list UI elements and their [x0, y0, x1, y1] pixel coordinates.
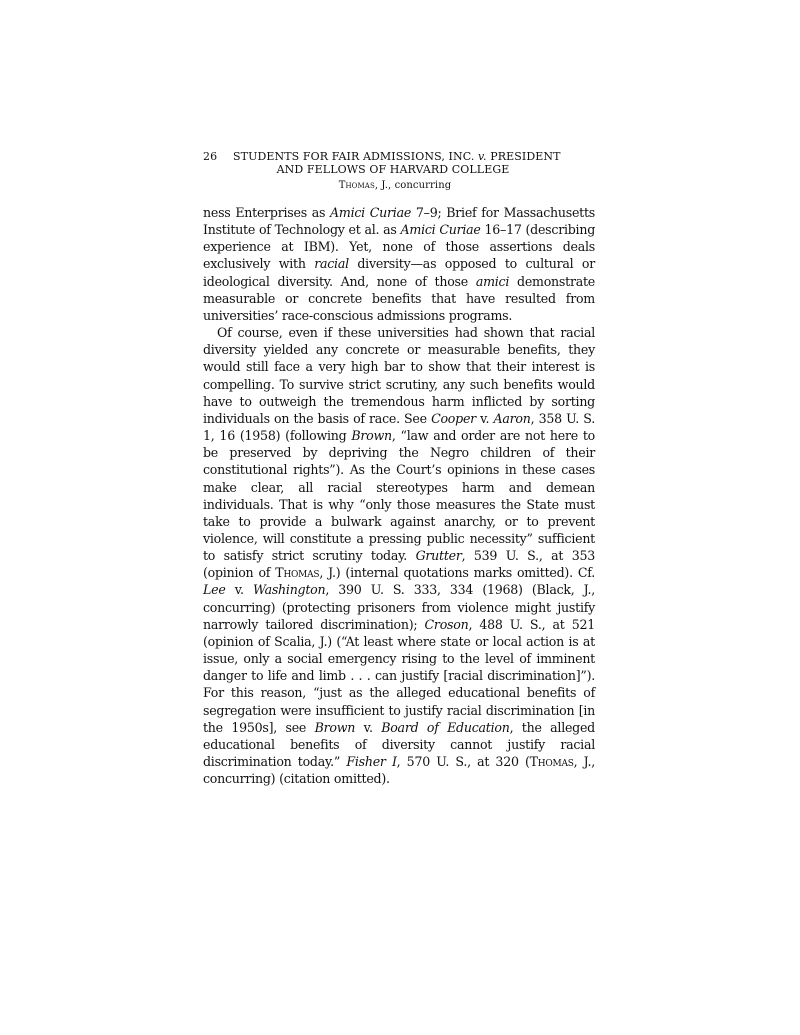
italic-run: Cooper — [431, 410, 476, 426]
header-line-1 — [203, 150, 595, 163]
text-run: v. — [225, 582, 253, 598]
case-title-versus: v. — [478, 150, 487, 163]
text-run: , J.) (internal quotations marks omitted). Cf. — [319, 565, 595, 581]
concurring-label — [199, 179, 591, 192]
text-run: ness Enterprises as — [203, 205, 331, 220]
italic-run: Fisher I — [346, 754, 397, 769]
italic-run: Brown — [351, 428, 392, 444]
text-run: , 390 U. S. 333, 334 (1968) (Black, J., concurring) (protecting prisoners from violence might justify narrowly tailored discrimination); — [203, 582, 595, 632]
italic-run: Board of Education — [381, 719, 510, 735]
small-caps-run: Thomas — [529, 754, 574, 769]
text-run: , the alleged educational benefits of diversity cannot justify racial discrimination today.” — [203, 719, 595, 769]
italic-run: Aaron — [493, 410, 531, 426]
text-run: , 358 U. S. 1, 16 (1958) (following — [203, 410, 595, 444]
text-run: v. — [475, 410, 494, 426]
case-title-party-2: PRESIDENT — [490, 150, 561, 163]
case-title-line-2: AND FELLOWS OF HARVARD COLLEGE — [276, 163, 510, 176]
case-title-line-1 — [233, 150, 561, 163]
case-title-party-1: STUDENTS FOR FAIR ADMISSIONS, INC. — [233, 150, 475, 163]
paragraph-2 — [203, 324, 595, 787]
italic-run: Brown — [314, 719, 356, 735]
text-run: , 539 U. S., at 353 (opinion of — [203, 548, 595, 581]
small-caps-run: Thomas — [275, 565, 320, 581]
italic-run: Amici Curiae — [400, 222, 481, 238]
text-run: , J., concurring) (citation omitted). — [203, 754, 595, 787]
text-run: , 488 U. S., at 521 (opinion of Scalia, J.) (“At least where state or local action is at issue, only a social emergency rising to the level of imminent danger to life and limb . . . can justify [racial discrimination]”). For this reason, “just as the alleged educational benefits of segregation were insufficient to justify racial discrimination [in the 1950s], see — [203, 616, 595, 735]
text-run: demonstrate measurable or concrete benefits that have resulted from universities’ race-conscious admissions programs. — [203, 273, 595, 323]
concurring-suffix: , J., concurring — [374, 180, 452, 191]
text-run: 7–9; Brief for Massachusetts Institute of Technology et al. as — [203, 205, 595, 238]
text-run: , 570 U. S., at 320 ( — [396, 754, 530, 769]
running-header — [203, 150, 595, 192]
text-run: diversity—as opposed to cultural or ideological diversity. And, none of those — [203, 256, 595, 289]
opinion-body — [203, 204, 595, 787]
italic-run: amici — [475, 273, 510, 289]
italic-run: Lee — [203, 582, 226, 598]
italic-run: Washington — [252, 582, 326, 598]
paragraph-1 — [203, 204, 595, 324]
text-run: 16–17 (describing experience at IBM). Yet, none of those assertions deals exclusively with — [203, 222, 595, 272]
italic-run: Grutter — [415, 548, 462, 564]
text-run: Of course, even if these universities had shown that racial diversity yielded any concrete or measurable benefits, they would still face a very high bar to show that their interest is compelling. To survive strict scrutiny, any such benefits would have to outweigh the tremendous harm inflicted by sorting individuals on the basis of race. See — [203, 325, 595, 426]
text-run: v. — [355, 719, 382, 735]
text-run: , “law and order are not here to be preserved by depriving the Negro children of their constitutional rights”). As the Court’s opinions in these cases make clear, all racial stereotypes harm and demean individuals. That is why “only those measures the State must take to provide a bulwark against anarchy, or to prevent violence, will constitute a pressing public necessity” sufficient to satisfy strict scrutiny today. — [203, 428, 595, 564]
italic-run: Croson — [424, 616, 469, 632]
justice-name: Thomas — [338, 180, 375, 191]
italic-run: racial — [314, 256, 349, 272]
page-number: 26 — [203, 150, 218, 163]
italic-run: Amici Curiae — [330, 205, 412, 220]
